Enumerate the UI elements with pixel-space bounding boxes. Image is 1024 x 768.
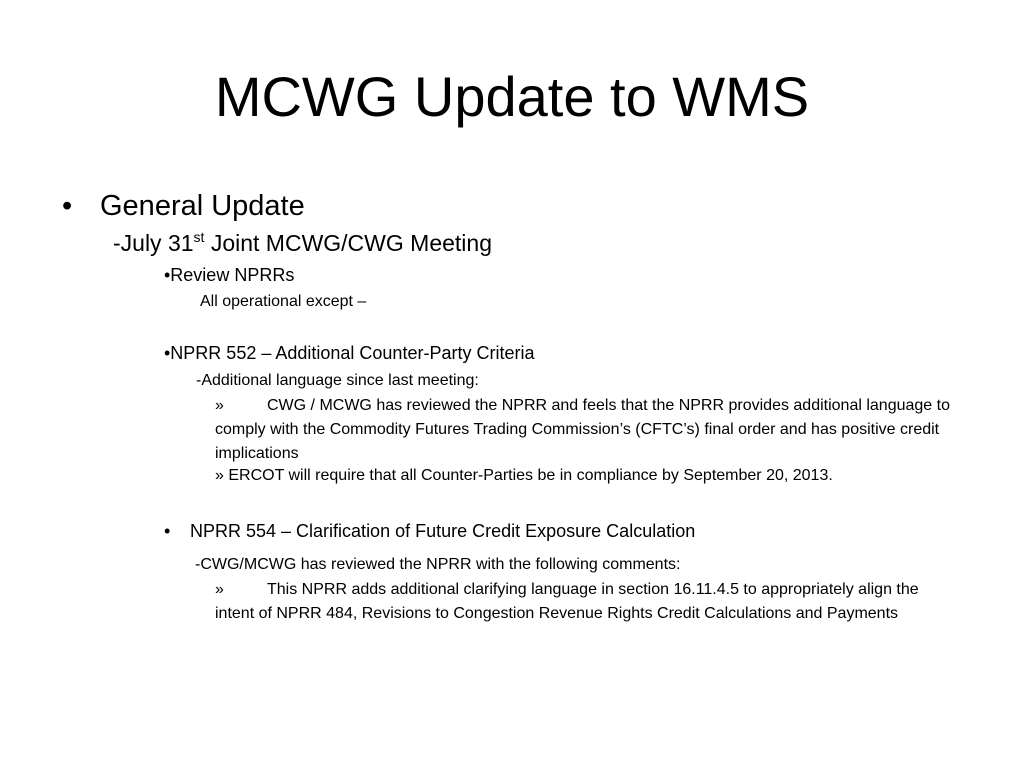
review-nprrs: •Review NPRRs [164,265,295,285]
cwg-review-text: CWG / MCWG has reviewed the NPRR and feels that the NPRR provides additional language to comply with the Commodity Futures Trading Commission’s (CFTC’s) final order and has positive credit implications [215,397,950,462]
meeting-prefix: -July 31 [113,230,194,256]
meeting-suffix: Joint MCWG/CWG Meeting [204,230,492,256]
nprr554-detail-paragraph [215,578,945,626]
nprr554-detail-text: This NPRR adds additional clarifying language in section 16.11.4.5 to appropriately align the intent of NPRR 484, Revisions to Congestion Revenue Rights Credit Calculations and Payments [215,581,919,622]
general-update-label: General Update [100,190,305,222]
ercot-requirement-text: » ERCOT will require that all Counter-Parties be in compliance by September 20, 2013. [215,467,833,484]
additional-language-text: -Additional language since last meeting: [196,372,479,389]
all-operational-text: All operational except – [200,293,367,310]
slide-title: MCWG Update to WMS [214,65,810,128]
nprr552-heading: •NPRR 552 – Additional Counter-Party Criteria [164,343,535,363]
cwg-comments-text: -CWG/MCWG has reviewed the NPRR with the following comments: [195,556,681,573]
raquo-icon: » [215,581,224,598]
nprr554-heading-line [164,519,695,543]
bullet-icon: • [164,521,171,541]
meeting-superscript: st [193,229,205,245]
raquo-icon: » [215,397,224,414]
cwg-review-paragraph [215,394,955,466]
bullet-icon: • [62,190,73,222]
meeting-line [113,228,492,258]
bullet-general-update [62,188,305,224]
nprr554-heading: NPRR 554 – Clarification of Future Credit Exposure Calculation [190,521,696,541]
